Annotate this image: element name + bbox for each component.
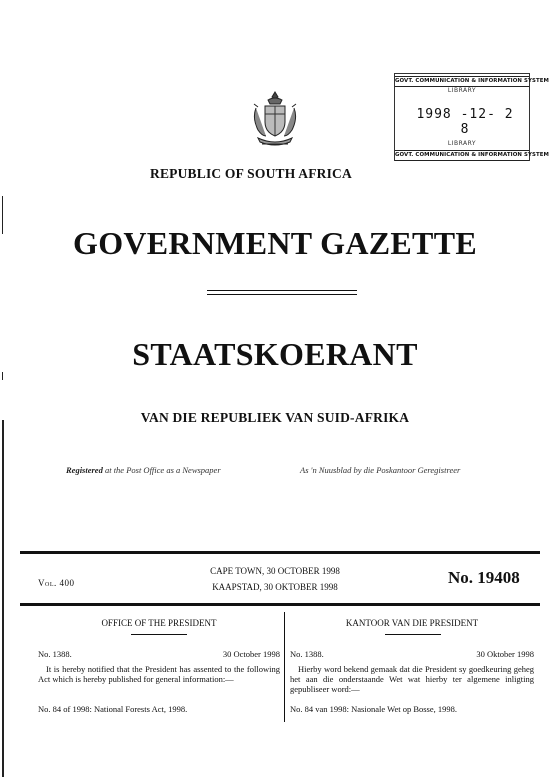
registered-note-af: As 'n Nuusblad by die Poskantoor Geregistreer (300, 465, 461, 475)
stamp-library-label: LIBRARY (447, 140, 477, 147)
stamp-date: 1998 -12- 2 8 (416, 107, 514, 137)
notice-rule-af (385, 634, 441, 635)
notice-heading-af: KANTOOR VAN DIE PRESIDENT (345, 618, 479, 628)
issue-number: No. 19408 (448, 568, 520, 587)
issue-bottom-rule (20, 603, 540, 606)
act-reference-af: No. 84 van 1998: Nasionale Wet op Bosse, 1998. (290, 704, 458, 714)
stamp-library-label: LIBRARY (447, 87, 477, 94)
republic-heading: REPUBLIC OF SOUTH AFRICA (150, 166, 352, 181)
volume-label: Vol. 400 (38, 578, 75, 588)
registered-lead: Registered (66, 465, 103, 475)
registered-rest: at the Post Office as a Newspaper (102, 465, 221, 475)
notice-heading-en: OFFICE OF THE PRESIDENT (101, 618, 217, 628)
notice-body-en: It is hereby notified that the President has assented to the following Act which is hereby published for general information:— (38, 664, 280, 684)
place-date-en: CAPE TOWN, 30 OCTOBER 1998 (210, 566, 340, 576)
gazette-title-af: STAATSKOERANT (132, 336, 418, 372)
notice-date-en: 30 October 1998 (222, 649, 280, 659)
act-reference-en: No. 84 of 1998: National Forests Act, 1998. (38, 704, 188, 714)
scan-artifact (2, 372, 3, 380)
library-stamp (394, 73, 550, 161)
column-divider (284, 612, 285, 722)
notice-rule-en (131, 634, 187, 635)
stamp-band-top: GOVT. COMMUNICATION & INFORMATION SYSTEM (395, 76, 529, 87)
title-divider (207, 290, 357, 295)
stamp-band-bottom: GOVT. COMMUNICATION & INFORMATION SYSTEM (395, 150, 529, 161)
scan-artifact (2, 420, 4, 777)
gazette-title-en: GOVERNMENT GAZETTE (73, 225, 477, 261)
place-date-af: KAAPSTAD, 30 OKTOBER 1998 (212, 582, 338, 592)
notice-body-af: Hierby word bekend gemaak dat die President sy goedkeuring geheg het aan die onderstaande Wet wat hierby ter algemene inligting gepubliseer word:— (290, 664, 534, 694)
issue-top-rule (20, 551, 540, 554)
notice-number-en: No. 1388. (38, 649, 72, 659)
notice-date-af: 30 Oktober 1998 (476, 649, 534, 659)
republic-heading-af: VAN DIE REPUBLIEK VAN SUID-AFRIKA (140, 410, 410, 425)
registered-note (66, 465, 221, 475)
notice-number-af: No. 1388. (290, 649, 324, 659)
coat-of-arms-icon (248, 88, 302, 150)
